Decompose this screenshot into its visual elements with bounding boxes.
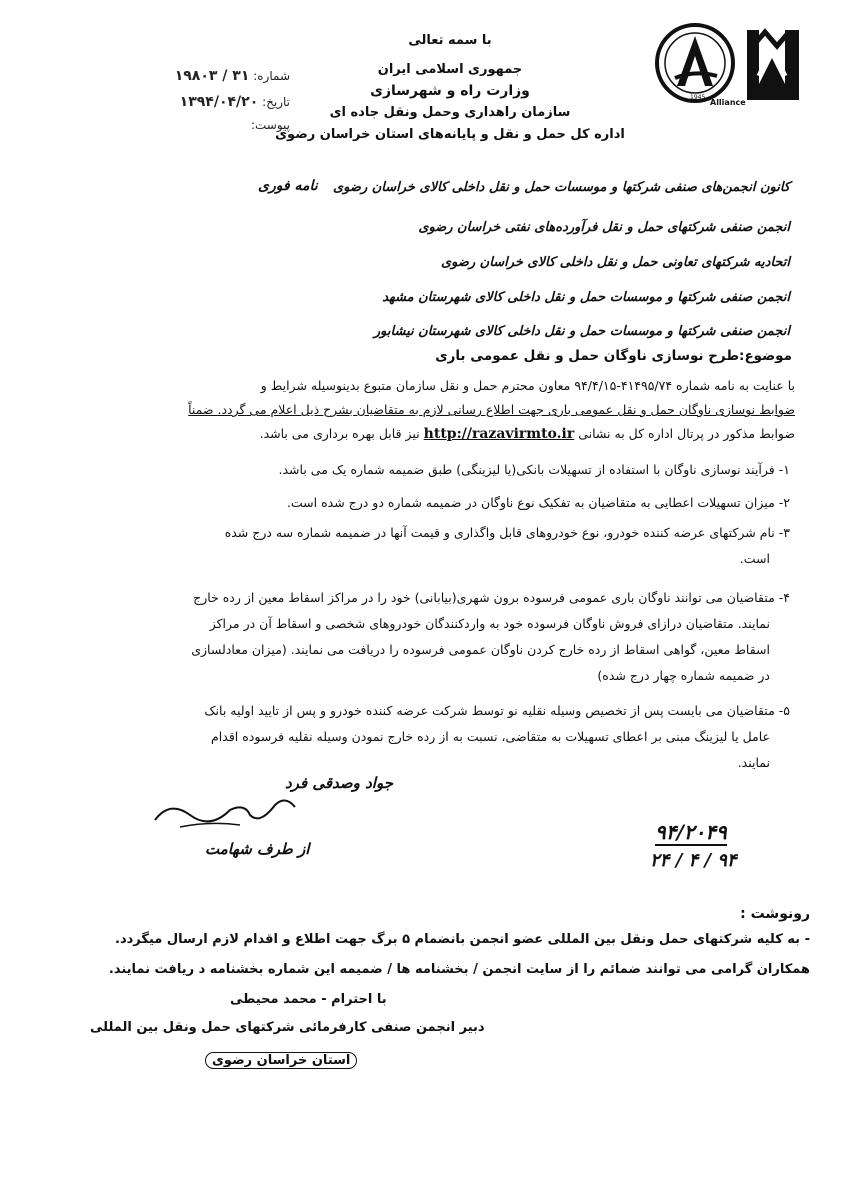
cc-title: رونوشت : [740,906,810,922]
item-5 [204,703,790,718]
item-4-text: متقاضیان می توانند ناوگان باری عمومی فرسوده برون شهری(بیابانی) خود را در مراکز اسقاط معین از رده خارج [193,590,775,605]
item-5-number: ۵- [778,703,790,718]
organization-logo [655,18,805,113]
office-name: اداره کل حمل و نقل و پایانه‌های استان خراسان رضوی [275,127,625,142]
handwritten-signature-icon [150,785,300,835]
portal-url-link[interactable]: http://razavirmto.ir [423,426,575,442]
letter-number [140,68,290,84]
item-1-text: فرآیند نوسازی ناوگان با استفاده از تسهیلات بانکی(یا لیزینگی) طبق ضمیمه شماره یک می باشد. [278,462,775,477]
item-4-line-4: در ضمیمه شماره چهار درج شده) [597,668,770,683]
item-2-number: ۲- [778,495,790,510]
item-1-number: ۱- [778,462,790,477]
item-4 [193,590,790,605]
item-1 [279,462,791,477]
item-2 [287,495,790,510]
recipient-5: انجمن صنفی شرکتها و موسسات حمل و نقل داخلی کالای شهرستان نیشابور [373,324,790,339]
recipient-3: اتحادیه شرکتهای تعاونی حمل و نقل داخلی کالای خراسان رضوی [440,255,790,270]
urgency-note: نامه فوری [258,178,318,194]
basmala: با سمه تعالی [408,33,492,48]
signer-name: جواد وصدقی فرد [285,774,393,792]
item-3-line-2: است. [739,551,770,566]
item-5-line-3: نمایند. [737,755,770,770]
number-label: شماره: [253,69,290,83]
date-value: ۱۳۹۴/۰۴/۲۰ [179,94,259,110]
item-4-number: ۴- [778,590,790,605]
item-4-line-3: اسقاط معین، گواهی اسقاط از رده خارج کردن ناوگان عمومی فرسوده را دریافت می نمایند. (میزان معادلسازی [191,642,770,657]
intro-line-3-suffix: نیز قابل بهره برداری می باشد. [259,426,420,441]
cc-regards: با احترام - محمد محیطی [230,992,387,1007]
letter-date [140,94,290,110]
item-3 [225,525,790,540]
item-2-text: میزان تسهیلات اعطایی به متقاضیان به تفکیک نوع ناوگان در ضمیمه شماره دو درج شده است. [286,495,775,510]
item-4-line-2: نمایند. متقاضیان درازای فروش ناوگان فرسوده خود به واردکنندگان خودروهای شخصی و اسقاط آن در مراکز [209,616,770,631]
intro-line-3 [260,426,795,442]
logo-alliance-text: Alliance [710,98,746,107]
recipient-first: کانون انجمن‌های صنفی شرکتها و موسسات حمل و نقل داخلی کالای خراسان رضوی [333,180,790,195]
intro-line-1: با عنایت به نامه شماره ۴۱۴۹۵/۷۴-۹۴/۴/۱۵ معاون محترم حمل و نقل سازمان متبوع بدینوسیله شرایط و [260,378,795,393]
letter-attachment: پیوست: [250,118,290,132]
subject-line: موضوع:طرح نوسازی ناوگان حمل و نقل عمومی باری [435,348,792,364]
cc-line-2: همکاران گرامی می توانند ضمائم را از سایت انجمن / بخشنامه ها / ضمیمه این شماره بخشنامه د ریافت نمایند. [108,962,810,977]
item-5-text: متقاضیان می بایست پس از تخصیص وسیله نقلیه نو توسط شرکت عرضه کننده خودرو و پس از تایید اولیه بانک [204,703,775,718]
cc-province: استان خراسان رضوی [205,1052,357,1069]
logo-year: 1945 [690,94,706,101]
on-behalf-text: از طرف شهامت [205,840,310,858]
handwritten-number: ۹۴/۲۰۴۹ [655,820,727,844]
cc-role: دبیر انجمن صنفی کارفرمائی شرکتهای حمل ونقل بین المللی [90,1020,485,1035]
country-name: جمهوری اسلامی ایران [377,62,523,77]
cc-line-1: - به کلیه شرکتهای حمل ونقل بین المللی عضو انجمن بانضمام ۵ برگ جهت اطلاع و اقدام لازم ارسال میگردد. [115,932,810,947]
intro-line-2: ضوابط نوسازی ناوگان حمل و نقل عمومی باری جهت اطلاع رسانی لازم به متقاضیان بشرح ذیل اعلام می گردد. ضمناً [188,402,795,417]
recipient-4: انجمن صنفی شرکتها و موسسات حمل و نقل داخلی کالای شهرستان مشهد [382,290,790,305]
number-value: ۳۱ / ۱۹۸۰۳ [174,68,250,84]
item-3-text: نام شرکتهای عرضه کننده خودرو، نوع خودروهای قابل واگذاری و قیمت آنها در ضمیمه شماره سه درج شده [224,525,775,540]
item-5-line-2: عامل یا لیزینگ مبنی بر اعطای تسهیلات به متقاضی، نسبت به از رده خارج نمودن وسیله نقلیه فرسوده اقدام [211,729,770,744]
organization-name: سازمان راهداری وحمل ونقل جاده ای [329,105,571,120]
intro-line-3-prefix: ضوابط مذکور در پرتال اداره کل به نشانی [578,426,795,441]
ministry-name: وزارت راه و شهرسازی [370,83,530,99]
date-label: تاریخ: [262,95,290,109]
recipient-2: انجمن صنفی شرکتهای حمل و نقل فرآورده‌های نفتی خراسان رضوی [418,220,790,235]
handwritten-date: ۲۴ / ۴ / ۹۴ [650,850,737,871]
item-3-number: ۳- [778,525,790,540]
